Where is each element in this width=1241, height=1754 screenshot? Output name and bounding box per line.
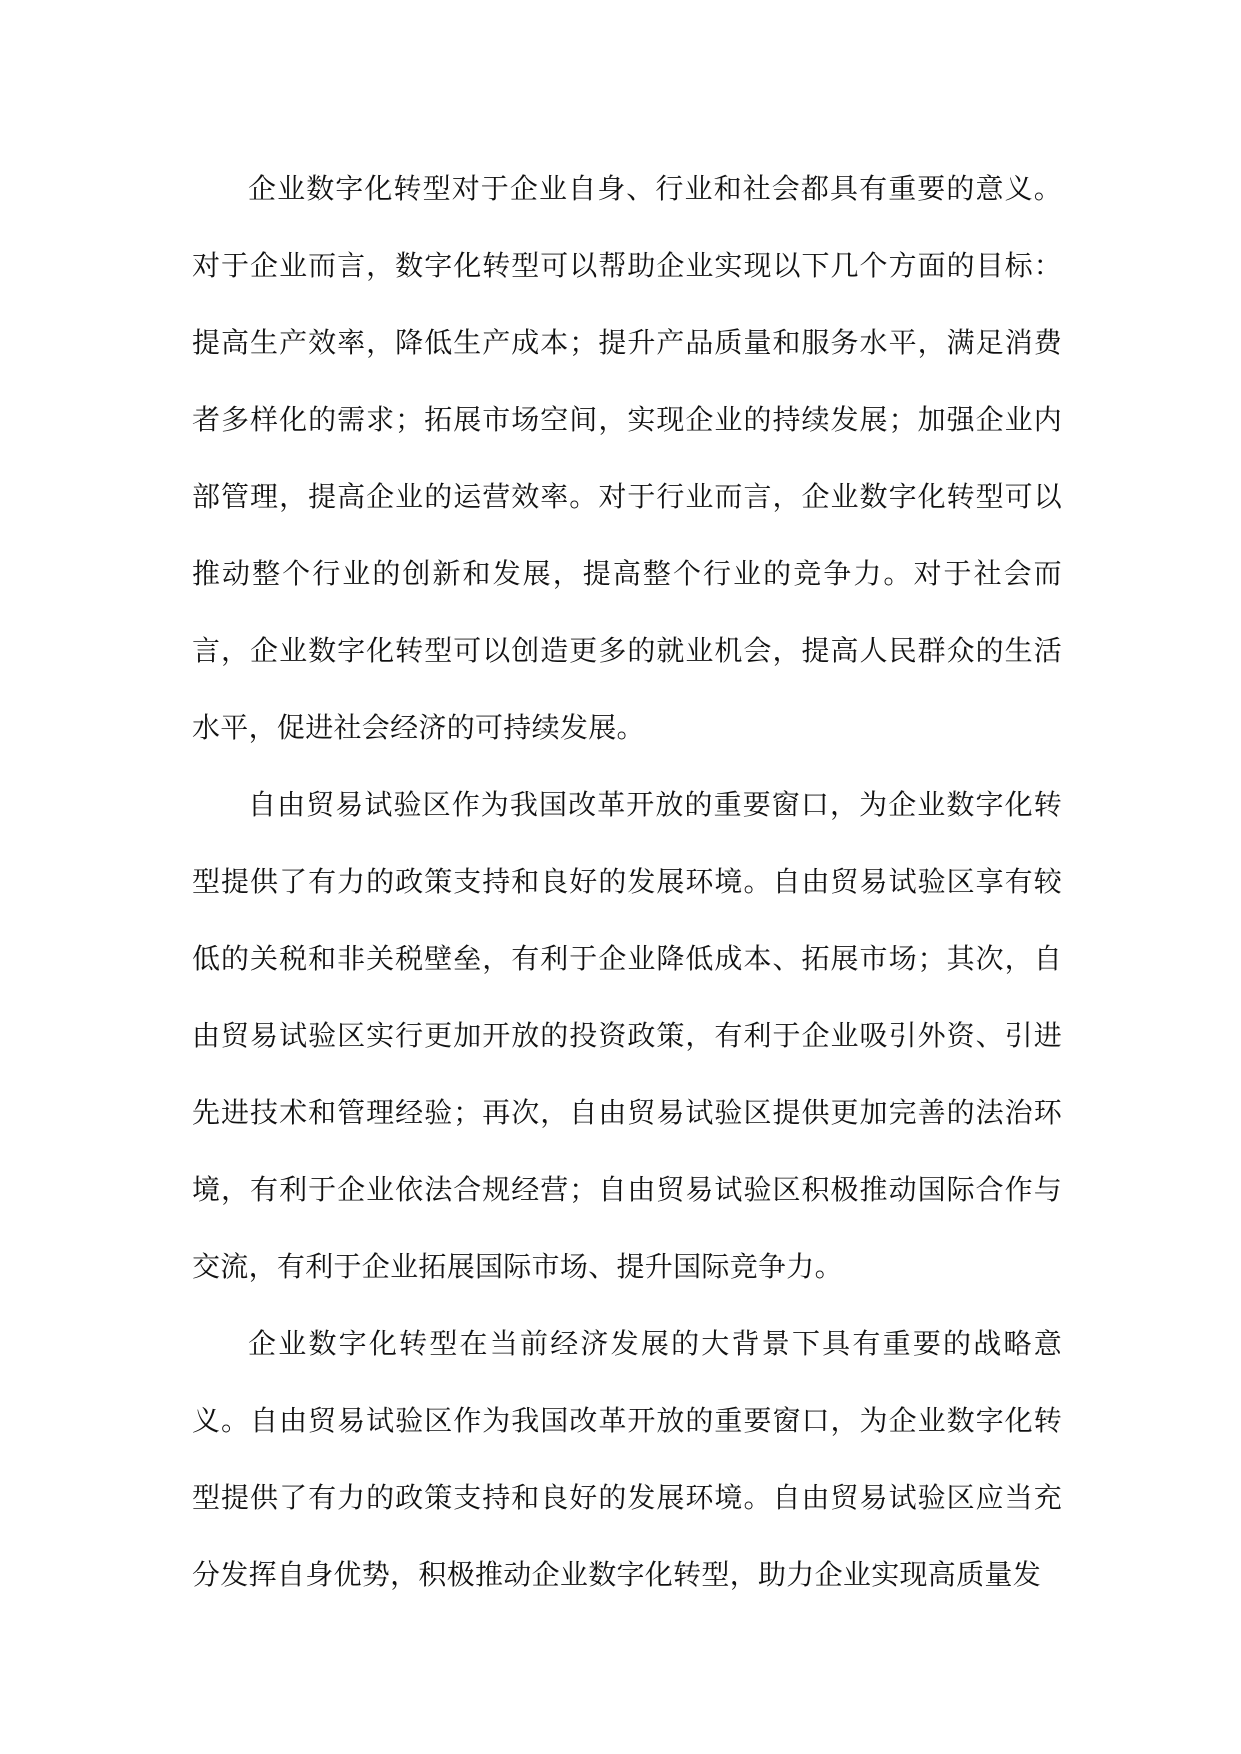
paragraph-3: 企业数字化转型在当前经济发展的大背景下具有重要的战略意义。自由贸易试验区作为我国改革开放的重要窗口，为企业数字化转型提供了有力的政策支持和良好的发展环境。自由贸易试验区应当充分发挥自身优势，积极推动企业数字化转型，助力企业实现高质量发 — [192, 1327, 1062, 1591]
paragraph-2: 自由贸易试验区作为我国改革开放的重要窗口，为企业数字化转型提供了有力的政策支持和良好的发展环境。自由贸易试验区享有较低的关税和非关税壁垒，有利于企业降低成本、拓展市场；其次，自由贸易试验区实行更加开放的投资政策，有利于企业吸引外资、引进先进技术和管理经验；再次，自由贸易试验区提供更加完善的法治环境，有利于企业依法合规经营；自由贸易试验区积极推动国际合作与交流，有利于企业拓展国际市场、提升国际竞争力。 — [192, 788, 1062, 1283]
document-body — [192, 150, 1062, 1613]
paragraph-1: 企业数字化转型对于企业自身、行业和社会都具有重要的意义。对于企业而言，数字化转型可以帮助企业实现以下几个方面的目标：提高生产效率，降低生产成本；提升产品质量和服务水平，满足消费者多样化的需求；拓展市场空间，实现企业的持续发展；加强企业内部管理，提高企业的运营效率。对于行业而言，企业数字化转型可以推动整个行业的创新和发展，提高整个行业的竞争力。对于社会而言，企业数字化转型可以创造更多的就业机会，提高人民群众的生活水平，促进社会经济的可持续发展。 — [192, 172, 1062, 744]
